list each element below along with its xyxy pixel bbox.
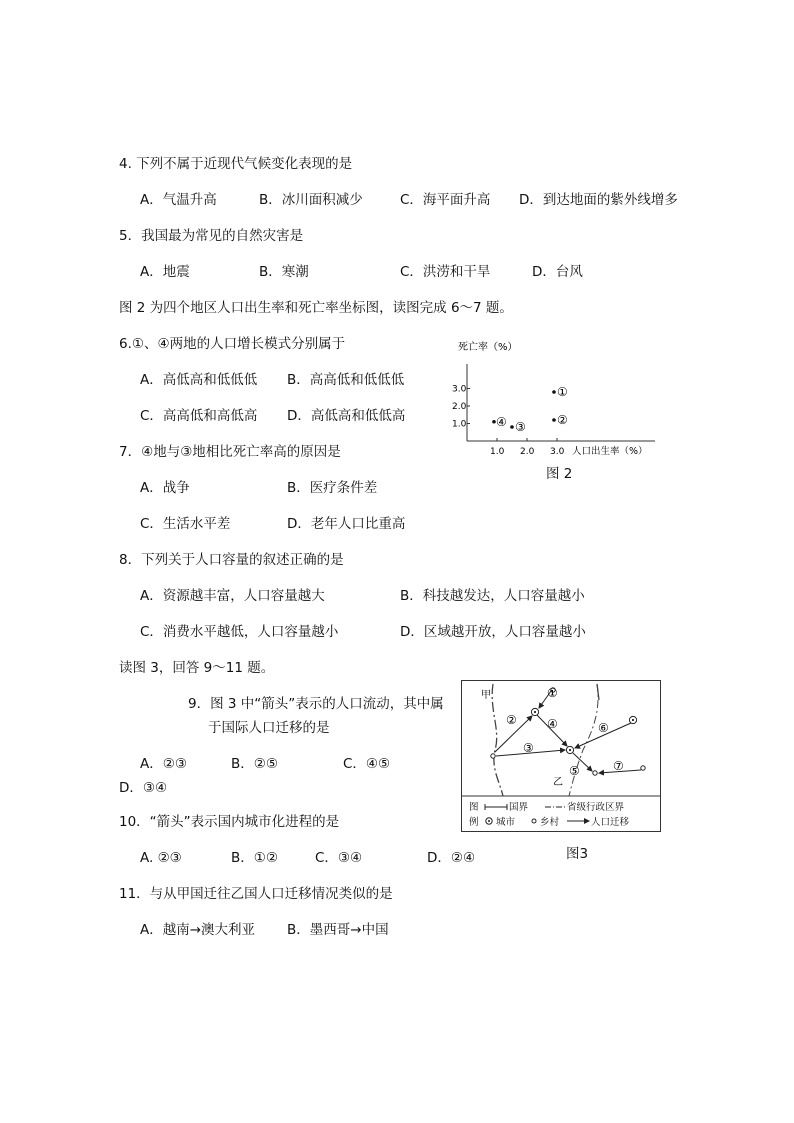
q9-option-d: D．③④ (119, 780, 168, 796)
q4-option-c: C．海平面升高 (400, 192, 491, 208)
q4-option-d: D．到达地面的紫外线增多 (519, 192, 678, 208)
figure2-scatter-chart (450, 336, 665, 486)
fig2-xtick-label: 1.0 (490, 447, 505, 457)
figure3-migration-map (461, 680, 661, 832)
village-icon (641, 766, 645, 770)
legend-title-2: 例 (469, 817, 479, 828)
q9-option-a: A．②③ (140, 756, 187, 772)
q10-option-a: A. ②③ (140, 850, 182, 866)
q7-option-a: A．战争 (140, 480, 190, 496)
q5-option-d: D．台风 (532, 264, 583, 280)
q5-option-c: C．洪涝和干旱 (400, 264, 491, 280)
q5-option-a: A．地震 (140, 264, 190, 280)
fig2-point-label: ④ (496, 414, 507, 429)
legend-title-1: 图 (469, 802, 479, 813)
q9-option-c: C．④⑤ (343, 756, 391, 772)
q10-option-d: D．②④ (427, 850, 476, 866)
arrow-label-3: ③ (523, 741, 534, 755)
arrow-label-5: ⑤ (569, 764, 580, 778)
q9-stem-line2: 于国际人口迁移的是 (208, 720, 330, 736)
arrow-label-1: ① (547, 686, 558, 700)
fig2-xtick-label: 3.0 (550, 447, 565, 457)
fig2-point-label: ① (557, 385, 568, 399)
q4-stem: 4. 下列不属于近现代气候变化表现的是 (119, 156, 353, 172)
arrow-label-2: ② (506, 713, 517, 727)
country-yi: 乙 (553, 777, 563, 788)
q10-option-b: B．①② (231, 850, 278, 866)
q11-option-a: A．越南→澳大利亚 (140, 922, 256, 938)
q8-option-b: B．科技越发达，人口容量越小 (400, 588, 585, 604)
fig2-ytick-label: 3.0 (452, 384, 467, 395)
q6-option-b: B．高高低和低低低 (287, 372, 405, 388)
arrow-label-6: ⑥ (598, 721, 609, 735)
legend-city-label: 城市 (496, 817, 516, 828)
q8-option-c: C．消费水平越低，人口容量越小 (140, 624, 339, 640)
q11-option-b: B．墨西哥→中国 (287, 922, 389, 938)
q7-option-d: D．老年人口比重高 (287, 516, 406, 532)
q8-option-a: A．资源越丰富，人口容量越大 (140, 588, 325, 604)
legend-migration-label: 人口迁移 (591, 817, 630, 828)
q6-option-a: A．高低高和低低低 (140, 372, 258, 388)
q6-option-d: D．高低高和低低高 (287, 408, 406, 424)
legend-village-icon (532, 819, 536, 823)
q8-stem: 8．下列关于人口容量的叙述正确的是 (119, 552, 344, 568)
arrow-label-7: ⑦ (613, 759, 624, 773)
country-jia: 甲 (481, 690, 491, 701)
q9-option-b: B．②⑤ (231, 756, 278, 772)
q5-option-b: B．寒潮 (259, 264, 309, 280)
q11-stem: 11．与从甲国迁往乙国人口迁移情况类似的是 (119, 886, 393, 902)
fig2-point-label: ② (557, 413, 568, 427)
fig2-ytick-label: 2.0 (452, 402, 467, 412)
q7-option-c: C．生活水平差 (140, 516, 231, 532)
q4-option-b: B．冰川面积减少 (259, 192, 363, 208)
q10-stem: 10．“箭头”表示国内城市化进程的是 (119, 814, 340, 830)
q10-option-c: C．③④ (315, 850, 363, 866)
intro-figure3: 读图 3，回答 9～11 题。 (119, 660, 275, 676)
fig2-xlabel: 人口出生率（%） (572, 446, 648, 457)
legend-village-label: 乡村 (540, 817, 560, 828)
q7-stem: 7．④地与③地相比死亡率高的原因是 (119, 444, 341, 460)
q7-option-b: B．医疗条件差 (287, 480, 378, 496)
fig2-data-point (510, 425, 514, 429)
q9-stem-line1: 9．图 3 中“箭头”表示的人口流动，其中属 (188, 696, 444, 712)
q6-option-c: C．高高低和高低高 (140, 408, 258, 424)
figure3-caption: 图3 (566, 846, 589, 862)
legend-border-label: 国界 (509, 802, 529, 813)
legend-province-label: 省级行政区界 (567, 802, 625, 813)
q5-stem: 5．我国最为常见的自然灾害是 (119, 228, 304, 244)
fig2-ylabel: 死亡率（%） (458, 342, 518, 353)
village-icon (491, 754, 495, 758)
fig2-ytick-label: 1.0 (452, 419, 467, 430)
q8-option-d: D．区域越开放，人口容量越小 (400, 624, 586, 640)
arrow-label-4: ④ (547, 717, 558, 731)
fig2-xtick-label: 2.0 (520, 447, 535, 457)
figure2-caption: 图 2 (546, 466, 573, 482)
fig2-data-point (552, 390, 556, 394)
q4-option-a: A．气温升高 (140, 192, 217, 208)
village-icon (593, 771, 597, 775)
intro-figure2: 图 2 为四个地区人口出生率和死亡率坐标图，读图完成 6～7 题。 (119, 300, 513, 316)
q6-stem: 6.①、④两地的人口增长模式分别属于 (119, 336, 346, 352)
fig2-point-label: ③ (515, 420, 526, 434)
fig2-data-point (552, 418, 556, 422)
